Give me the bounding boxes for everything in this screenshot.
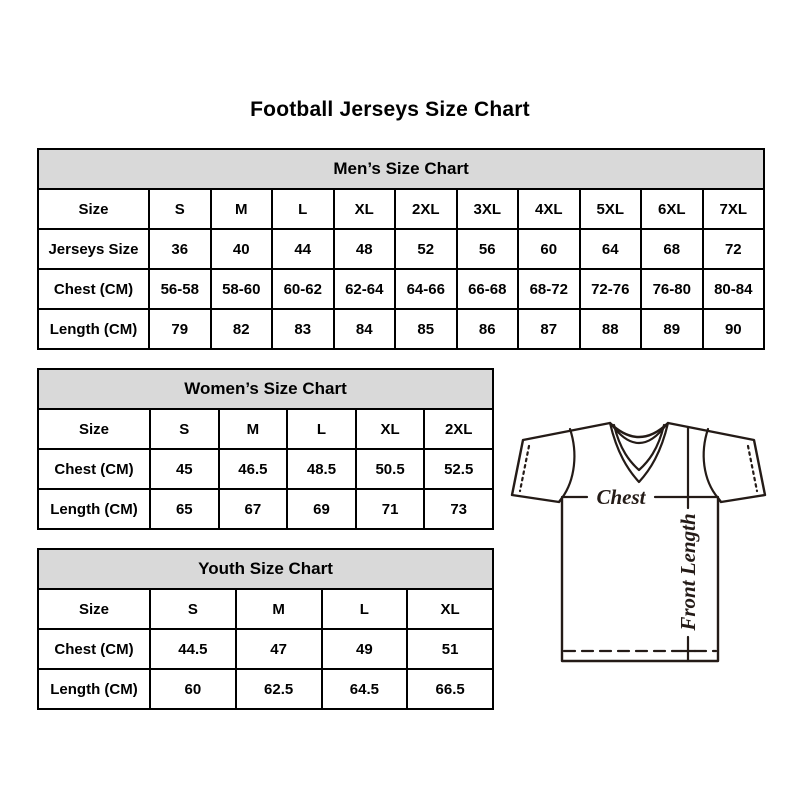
size-value-cell: 2XL: [424, 409, 493, 449]
size-value-cell: 65: [150, 489, 219, 529]
size-value-cell: 48.5: [287, 449, 356, 489]
size-value-cell: XL: [407, 589, 493, 629]
size-value-cell: 66-68: [457, 269, 519, 309]
table-row: [38, 629, 493, 669]
chest-label: Chest: [596, 485, 646, 509]
row-label-cell: Chest (CM): [38, 269, 149, 309]
table-row: [38, 229, 764, 269]
size-value-cell: 4XL: [518, 189, 580, 229]
size-value-cell: 80-84: [703, 269, 765, 309]
womens-size-table-grid: [37, 368, 494, 530]
row-label-cell: Length (CM): [38, 489, 150, 529]
size-value-cell: 68: [641, 229, 703, 269]
size-value-cell: 83: [272, 309, 334, 349]
womens-size-table: [37, 368, 492, 530]
size-value-cell: 62.5: [236, 669, 322, 709]
table-row: [38, 449, 493, 489]
row-label-cell: Size: [38, 189, 149, 229]
size-value-cell: 86: [457, 309, 519, 349]
table-row: [38, 589, 493, 629]
size-value-cell: 3XL: [457, 189, 519, 229]
page-title: Football Jerseys Size Chart: [250, 98, 530, 121]
size-value-cell: XL: [356, 409, 425, 449]
size-value-cell: M: [219, 409, 288, 449]
size-value-cell: 56-58: [149, 269, 211, 309]
size-value-cell: 60: [150, 669, 236, 709]
size-value-cell: 50.5: [356, 449, 425, 489]
row-label-cell: Chest (CM): [38, 629, 150, 669]
row-label-cell: Jerseys Size: [38, 229, 149, 269]
size-value-cell: S: [149, 189, 211, 229]
size-value-cell: 51: [407, 629, 493, 669]
size-value-cell: 44: [272, 229, 334, 269]
size-value-cell: 68-72: [518, 269, 580, 309]
size-value-cell: 84: [334, 309, 396, 349]
size-value-cell: 66.5: [407, 669, 493, 709]
size-value-cell: 6XL: [641, 189, 703, 229]
size-value-cell: M: [211, 189, 273, 229]
size-value-cell: 36: [149, 229, 211, 269]
size-value-cell: S: [150, 409, 219, 449]
table-row: [38, 269, 764, 309]
jersey-outline: [512, 423, 765, 661]
size-value-cell: L: [272, 189, 334, 229]
size-value-cell: L: [287, 409, 356, 449]
size-value-cell: 62-64: [334, 269, 396, 309]
table-title: Women’s Size Chart: [38, 369, 493, 409]
size-value-cell: 52: [395, 229, 457, 269]
size-value-cell: 60: [518, 229, 580, 269]
size-value-cell: 89: [641, 309, 703, 349]
table-row: [38, 409, 493, 449]
size-value-cell: 46.5: [219, 449, 288, 489]
table-row: [38, 669, 493, 709]
row-label-cell: Size: [38, 409, 150, 449]
size-value-cell: 72: [703, 229, 765, 269]
size-value-cell: XL: [334, 189, 396, 229]
size-value-cell: 64-66: [395, 269, 457, 309]
size-value-cell: 76-80: [641, 269, 703, 309]
size-value-cell: 73: [424, 489, 493, 529]
table-row: [38, 189, 764, 229]
table-row: [38, 489, 493, 529]
size-value-cell: 48: [334, 229, 396, 269]
front-length-label: Front Length: [676, 513, 700, 631]
size-value-cell: 60-62: [272, 269, 334, 309]
youth-size-table: [37, 548, 492, 710]
size-value-cell: 69: [287, 489, 356, 529]
size-value-cell: M: [236, 589, 322, 629]
table-title: Youth Size Chart: [38, 549, 493, 589]
size-value-cell: 64: [580, 229, 642, 269]
mens-size-table-grid: [37, 148, 765, 350]
size-value-cell: 44.5: [150, 629, 236, 669]
row-label-cell: Chest (CM): [38, 449, 150, 489]
size-value-cell: 67: [219, 489, 288, 529]
size-value-cell: 52.5: [424, 449, 493, 489]
size-value-cell: 90: [703, 309, 765, 349]
size-value-cell: 40: [211, 229, 273, 269]
size-value-cell: 82: [211, 309, 273, 349]
size-value-cell: 7XL: [703, 189, 765, 229]
size-value-cell: L: [322, 589, 408, 629]
row-label-cell: Size: [38, 589, 150, 629]
size-value-cell: 49: [322, 629, 408, 669]
size-value-cell: 88: [580, 309, 642, 349]
jersey-measurement-diagram: [505, 398, 777, 683]
size-value-cell: 72-76: [580, 269, 642, 309]
size-value-cell: 45: [150, 449, 219, 489]
size-value-cell: 47: [236, 629, 322, 669]
size-value-cell: 64.5: [322, 669, 408, 709]
size-value-cell: 71: [356, 489, 425, 529]
size-value-cell: 5XL: [580, 189, 642, 229]
size-value-cell: 87: [518, 309, 580, 349]
size-value-cell: S: [150, 589, 236, 629]
size-value-cell: 2XL: [395, 189, 457, 229]
size-value-cell: 56: [457, 229, 519, 269]
youth-size-table-grid: [37, 548, 494, 710]
size-value-cell: 58-60: [211, 269, 273, 309]
size-value-cell: 79: [149, 309, 211, 349]
table-row: [38, 309, 764, 349]
row-label-cell: Length (CM): [38, 309, 149, 349]
mens-size-table: [37, 148, 763, 350]
row-label-cell: Length (CM): [38, 669, 150, 709]
size-value-cell: 85: [395, 309, 457, 349]
table-title: Men’s Size Chart: [38, 149, 764, 189]
